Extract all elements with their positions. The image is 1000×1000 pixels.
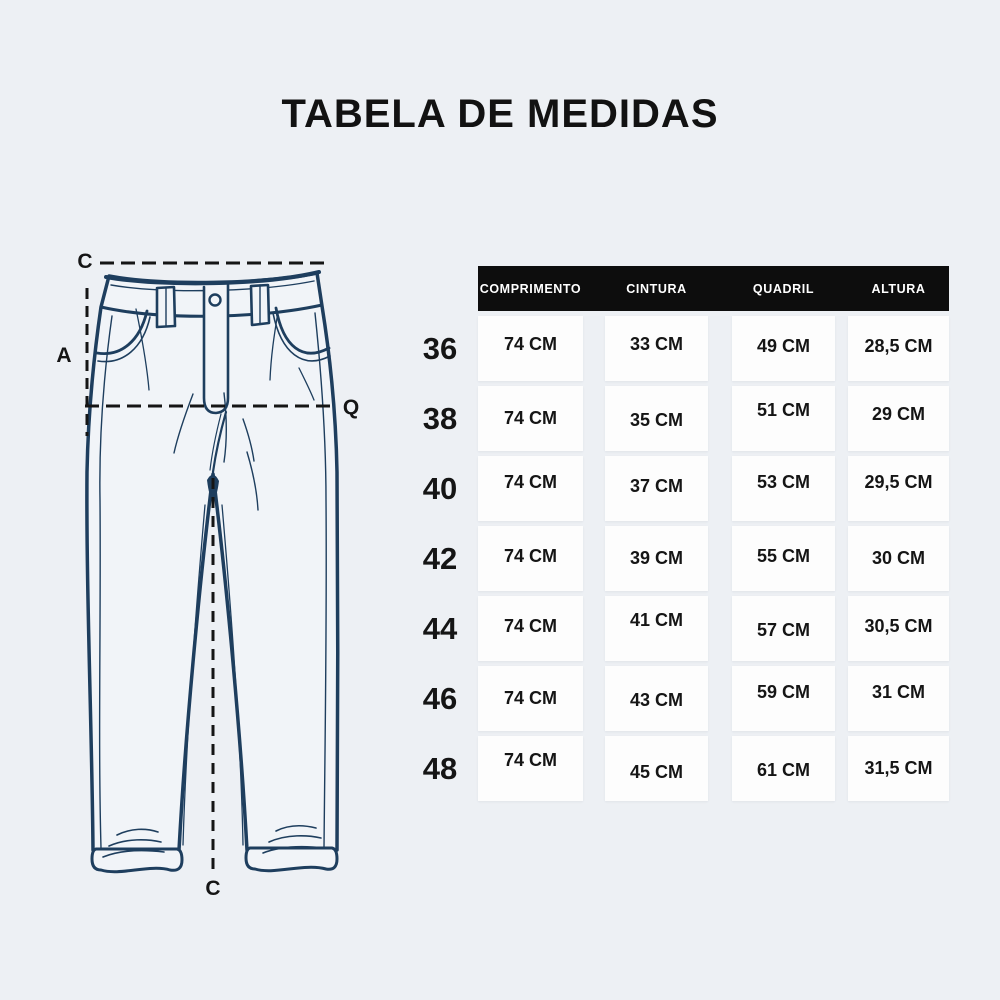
cell-48-cintura: 45 CM — [605, 736, 708, 801]
cell-48-quadril: 61 CM — [732, 736, 835, 801]
header-comprimento: COMPRIMENTO — [479, 281, 582, 296]
cell-46-cintura: 43 CM — [605, 666, 708, 731]
cell-40-cintura: 37 CM — [605, 456, 708, 521]
measure-label-top-c: C — [77, 250, 93, 273]
header-altura: ALTURA — [871, 281, 926, 296]
cell-44-cintura: 41 CM — [605, 596, 708, 661]
size-label-44: 44 — [422, 610, 458, 646]
cell-40-comprimento: 74 CM — [478, 456, 583, 521]
measure-label-a: A — [56, 344, 72, 367]
size-table — [414, 266, 949, 801]
cell-48-comprimento: 74 CM — [478, 736, 583, 801]
cell-46-quadril: 59 CM — [732, 666, 835, 731]
cell-42-comprimento: 74 CM — [478, 526, 583, 591]
cell-44-comprimento: 74 CM — [478, 596, 583, 661]
cell-40-quadril: 53 CM — [732, 456, 835, 521]
cell-42-quadril: 55 CM — [732, 526, 835, 591]
size-label-42: 42 — [422, 540, 458, 576]
cell-44-altura: 30,5 CM — [848, 596, 949, 661]
cell-36-quadril: 49 CM — [732, 316, 835, 381]
cell-38-cintura: 35 CM — [605, 386, 708, 451]
measure-label-bottom-c: C — [205, 877, 221, 900]
cell-36-cintura: 33 CM — [605, 316, 708, 381]
cell-46-altura: 31 CM — [848, 666, 949, 731]
cell-44-quadril: 57 CM — [732, 596, 835, 661]
cell-42-cintura: 39 CM — [605, 526, 708, 591]
cell-36-comprimento: 74 CM — [478, 316, 583, 381]
header-cintura: CINTURA — [626, 281, 687, 296]
cell-46-comprimento: 74 CM — [478, 666, 583, 731]
cell-42-altura: 30 CM — [848, 526, 949, 591]
size-label-48: 48 — [422, 750, 458, 786]
size-label-40: 40 — [422, 470, 458, 506]
cell-38-altura: 29 CM — [848, 386, 949, 451]
cell-38-quadril: 51 CM — [732, 386, 835, 451]
size-label-36: 36 — [422, 330, 458, 366]
size-label-46: 46 — [422, 680, 458, 716]
cell-48-altura: 31,5 CM — [848, 736, 949, 801]
measure-label-q: Q — [342, 396, 360, 419]
pants-diagram — [40, 240, 380, 910]
cell-36-altura: 28,5 CM — [848, 316, 949, 381]
header-quadril: QUADRIL — [752, 281, 815, 296]
cell-38-comprimento: 74 CM — [478, 386, 583, 451]
cell-40-altura: 29,5 CM — [848, 456, 949, 521]
size-label-38: 38 — [422, 400, 458, 436]
page-title: TABELA DE MEDIDAS — [281, 92, 719, 136]
